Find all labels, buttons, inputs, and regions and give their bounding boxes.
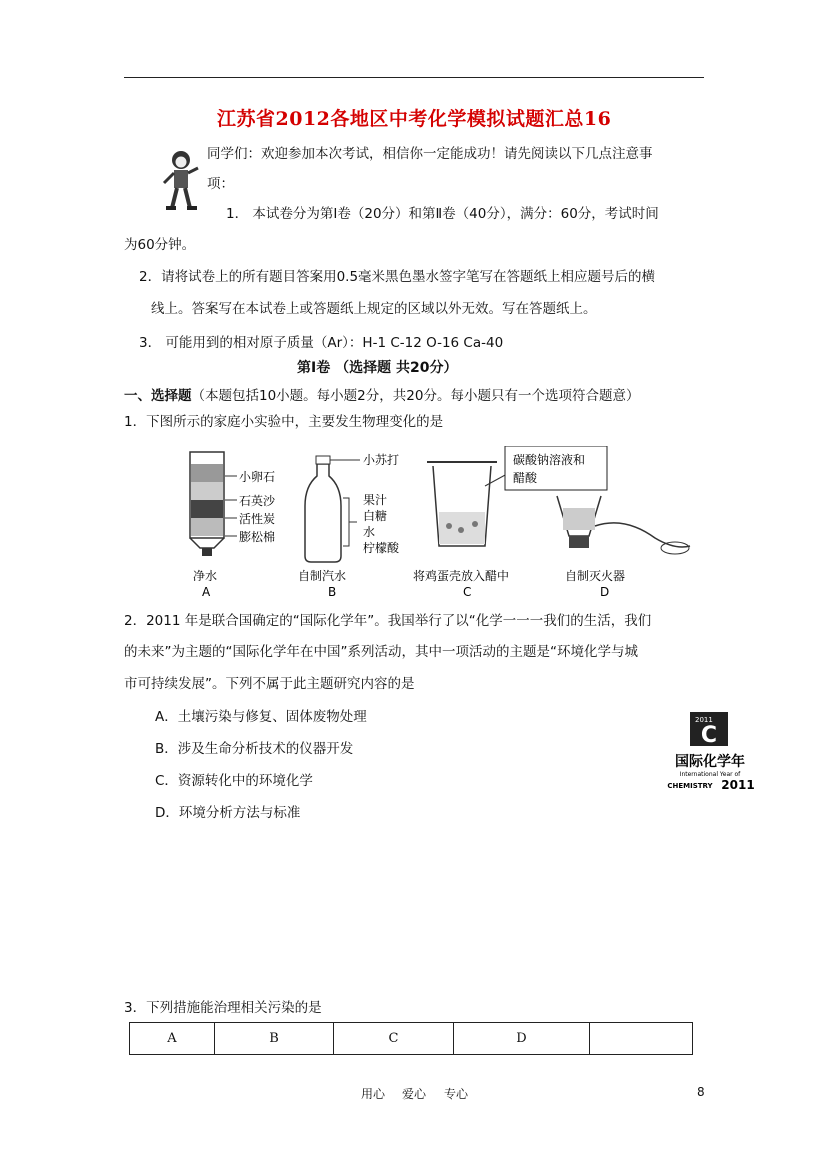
letter-b: B (328, 585, 337, 598)
table-header-b: B (215, 1023, 334, 1055)
logo-en-2: CHEMISTRY (667, 782, 713, 790)
soda-bottle-illustration (305, 456, 360, 562)
soda-label: 小苏打 (363, 453, 400, 467)
table-header-a: A (130, 1023, 215, 1055)
logo-top-text: 2011 (695, 716, 713, 724)
table-header-c: C (334, 1023, 454, 1055)
notice-item-1: 1． 本试卷分为第Ⅰ卷（20分）和第Ⅱ卷（40分），满分：60分，考试时间 (226, 206, 659, 222)
notice-line-1: 同学们：欢迎参加本次考试，相信你一定能成功！请先阅读以下几点注意事 (207, 146, 653, 162)
footer-2: 爱心 (402, 1087, 427, 1101)
beaker-illustration (427, 462, 507, 546)
layer-label-3: 膨松棉 (239, 530, 276, 544)
q3-table (129, 1022, 693, 1055)
part1-line (124, 384, 639, 404)
letter-a: A (202, 585, 211, 598)
student-cartoon-icon (160, 148, 202, 212)
notice-item-2: 2．请将试卷上的所有题目答案用0.5毫米黑色墨水签字笔写在答题纸上相应题号后的横 (139, 269, 656, 285)
document-title: 江苏省2012各地区中考化学模拟试题汇总16 (217, 108, 612, 130)
caption-d: 自制灭火器 (565, 569, 626, 583)
page-number: 8 (697, 1085, 705, 1099)
letter-c: C (463, 585, 472, 598)
caption-a: 净水 (193, 569, 218, 583)
letter-d: D (600, 585, 610, 598)
q2-option-b: B．涉及生命分析技术的仪器开发 (155, 741, 354, 757)
q2-line-1: 2．2011 年是联合国确定的“国际化学年”。我国举行了以“化学一一一我们的生活，我们 (124, 613, 652, 629)
header-rule (124, 77, 704, 78)
caption-c: 将鸡蛋壳放入醋中 (413, 569, 510, 583)
water-filter-illustration (190, 452, 237, 556)
notice-line-2: 项： (207, 176, 234, 192)
callout-line-2: 醋酸 (513, 471, 538, 485)
logo-en-1: International Year of (679, 771, 741, 778)
extinguisher-illustration (557, 496, 690, 554)
q2-option-c: C．资源转化中的环境化学 (155, 773, 313, 789)
table-header-blank (590, 1023, 693, 1055)
q3-stem: 3．下列措施能治理相关污染的是 (124, 1000, 322, 1016)
layer-label-2: 活性炭 (239, 512, 276, 526)
iyc-logo (660, 710, 760, 794)
caption-b: 自制汽水 (298, 569, 347, 583)
part1-desc: （本题包括10小题。每小题2分，共20分。每小题只有一个选项符合题意） (191, 388, 640, 404)
logo-year: 2011 (721, 778, 755, 792)
ingredient-0: 果汁 (363, 493, 388, 507)
logo-letter: C (700, 723, 718, 748)
callout-line-1: 碳酸钠溶液和 (513, 453, 586, 467)
ingredient-3: 柠檬酸 (363, 541, 400, 555)
q2-line-3: 市可持续发展”。下列不属于此主题研究内容的是 (124, 676, 415, 692)
q2-option-a: A．土壤污染与修复、固体废物处理 (155, 709, 367, 725)
q2-option-d: D．环境分析方法与标准 (155, 805, 301, 821)
layer-label-1: 石英沙 (239, 494, 276, 508)
table-header-d: D (454, 1023, 590, 1055)
table-row (130, 1023, 693, 1055)
footer-3: 专心 (444, 1087, 469, 1101)
layer-label-0: 小卵石 (239, 470, 276, 484)
notice-item-2-cont: 线上。答案写在本试卷上或答题纸上规定的区域以外无效。写在答题纸上。 (151, 301, 597, 317)
q1-stem: 1．下图所示的家庭小实验中，主要发生物理变化的是 (124, 414, 444, 430)
q2-line-2: 的未来”为主题的“国际化学年在中国”系列活动，其中一项活动的主题是“环境化学与城 (124, 644, 638, 660)
notice-item-3: 3． 可能用到的相对原子质量（Ar）：H-1 C-12 O-16 Ca-40 (139, 335, 504, 351)
part1-heading: 一、选择题 (124, 388, 192, 404)
section-title: 第Ⅰ卷 （选择题 共20分） (297, 360, 458, 376)
ingredient-2: 水 (363, 525, 376, 539)
ingredient-1: 白糖 (363, 509, 388, 523)
q1-figure (185, 446, 695, 598)
logo-name: 国际化学年 (675, 754, 745, 770)
notice-item-1-cont: 为60分钟。 (124, 237, 196, 253)
footer-1: 用心 (361, 1087, 386, 1101)
